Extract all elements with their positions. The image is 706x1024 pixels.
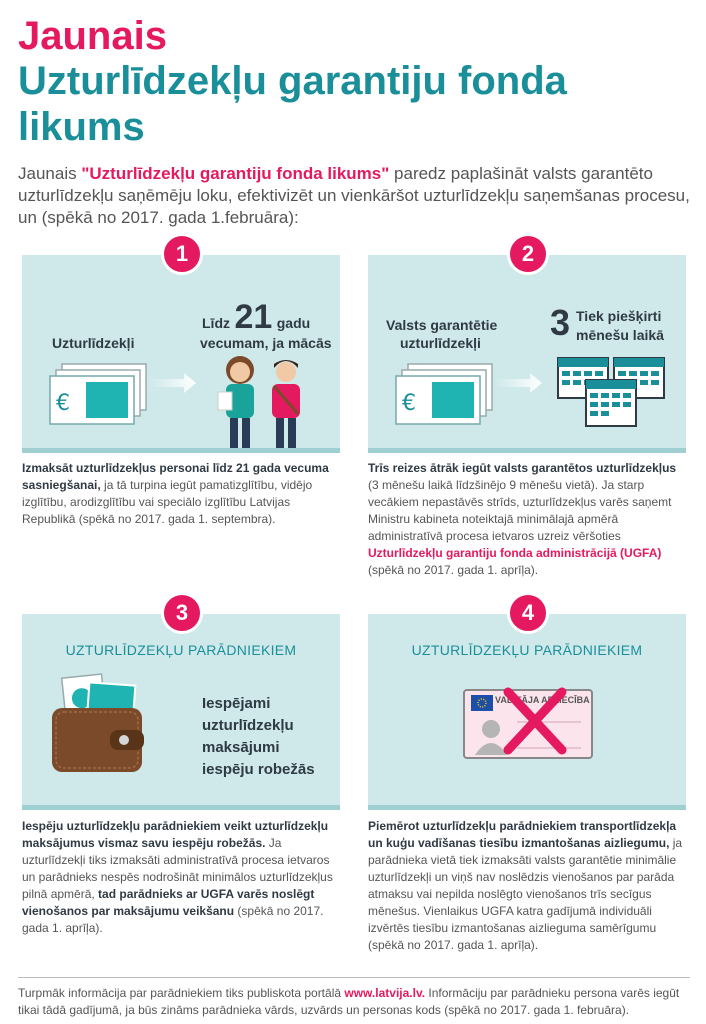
card4-caption: UZTURLĪDZEKĻU PARĀDNIEKIEM [411,642,643,658]
card2-body-text: (3 mēnešu laikā līdzšinējo 9 mēnešu vietā). Ja starp vecākiem nepastāvēs strīds, uzturlīdzekļus varēs saņemt Ministru kabineta noteiktajā minimālajā apmērā administratīvā procesa ietvaros uzreiz vēršoties [368,478,672,543]
students-illustration [214,356,314,448]
card1-body [22,460,342,528]
card2-months-line1: Tiek piešķirti [576,308,662,324]
calendar-icon [556,350,668,430]
footer-prefix: Turpmāk informācija par parādniekiem tiks publiskota portālā [18,986,345,1000]
card4-body-bold: Piemērot uzturlīdzekļu parādniekiem transportlīdzekļa un kuģu vadīšanas tiesību izmantošanas aizliegumu, [368,819,677,850]
footer-text: Informāciju par parādnieku persona varēs iegūt tikai tādā gadījumā, ja būs zināms parādnieka vārds, uzvārds un personas kods (spēkā no 2017. gada 1. februāra). [18,986,680,1017]
card4-number-badge: 4 [507,592,549,634]
card4-body [368,818,690,954]
page-title-line1: Jaunais [18,14,167,58]
footer-paragraph [18,985,690,1019]
card1-age-suffix: gadu [276,315,311,331]
card4-body-text: ja parādnieka vietā tiek izmaksāti valsts garantētie minimālie uzturlīdzekļi un viņš nav noslēdzis vienošanos par parāda atmaksu vai nepilda noslēgto vienošanos trīs secīgus mēnešus. Vienlaikus UGFA katra gadījumā individuāli izvērtēs tiesību izmantošanas aizlieguma samērīgumu (spēkā no 2017. gada 1. aprīļa). [368,836,683,952]
card3-caption: UZTURLĪDZEKĻU PARĀDNIEKIEM [65,642,297,658]
card2-left-label-2: uzturlīdzekļi [400,335,481,351]
intro-text: paredz paplašināt valsts garantēto uzturlīdzekļu saņēmēju loku, efektivizēt un vienkāršot uzturlīdzekļu saņemšanas procesu, un (spēkā no 2017. gada 1.februāra): [18,164,690,227]
license-title: VADĪTĀJA APLIECĪBA [495,695,590,705]
card1-number-badge: 1 [161,233,203,275]
cross-icon [502,686,568,756]
footer-link[interactable]: www.latvija.lv. [344,986,426,1000]
card2-number-badge: 2 [507,233,549,275]
arrow-icon [150,372,198,394]
card3-panel-line4: iespēju robežās [202,761,315,778]
card3-body-bold2: tad parādnieks ar UGFA varēs noslēgt vienošanos par maksājumu veikšanu [22,887,315,918]
svg-text:€: € [402,391,416,416]
card2-money-icon [394,362,494,428]
card2-left-label-1: Valsts garantētie [386,317,498,333]
card3-body-bold: Iespēju uzturlīdzekļu parādniekiem veikt uzturlīdzekļu maksājumus vismaz savu iespēju robežās. [22,819,329,850]
card3-number-badge: 3 [161,592,203,634]
card3-body-text: Ja uzturlīdzekļi tiks izmaksāti administratīvā procesa ietvaros un parādnieks nespēs nodrošināt minimālos uzturlīdzekļus pilnā apmērā, [22,836,333,901]
page-title-line2: Uzturlīdzekļu garantiju fonda likums [18,59,567,149]
eu-flag-icon [471,695,493,711]
intro-highlight: "Uzturlīdzekļu garantiju fonda likums" [81,164,390,183]
intro-prefix: Jaunais [18,164,82,183]
card1-body-bold: Izmaksāt uzturlīdzekļus personai līdz 21 gada vecuma sasniegšanai, [22,461,329,492]
card3-panel-line2: uzturlīdzekļu [202,717,294,734]
card2-body-end: (spēkā no 2017. gada 1. aprīļa). [368,563,539,577]
card2-body-bold: Trīs reizes ātrāk iegūt valsts garantētos uzturlīdzekļus [368,461,677,475]
card1-left-label: Uzturlīdzekļi [52,335,135,351]
intro-paragraph [18,163,690,229]
card2-body-pink: Uzturlīdzekļu garantiju fonda administrācijā (UGFA) [368,546,662,560]
card2-months-number: 3 [550,302,571,343]
card2-body [368,460,690,579]
arrow-icon [496,372,544,394]
card3-body [22,818,342,937]
card1-age-number: 21 [234,298,273,336]
wallet-icon [48,672,148,776]
card1-body-text: ja tā turpina iegūt pamatizglītību, vidējo izglītību, arodizglītību vai speciālo izglītību Latvijas Republikā (spēkā no 2017. gada 1. septembra). [22,478,313,526]
card1-age-prefix: Līdz [202,315,230,331]
card1-age-line2: vecumam, ja mācās [200,335,332,351]
svg-text:€: € [56,391,70,416]
card1-age [202,298,342,337]
card3-panel-line1: Iespējami [202,695,271,712]
card3-body-end: (spēkā no 2017. gada 1. aprīļa). [22,904,324,935]
footer-divider [18,977,690,978]
card2-months-line2: mēnešu laikā [576,327,664,343]
card1-money-icon [48,362,148,428]
card3-panel-line3: maksājumi [202,739,280,756]
